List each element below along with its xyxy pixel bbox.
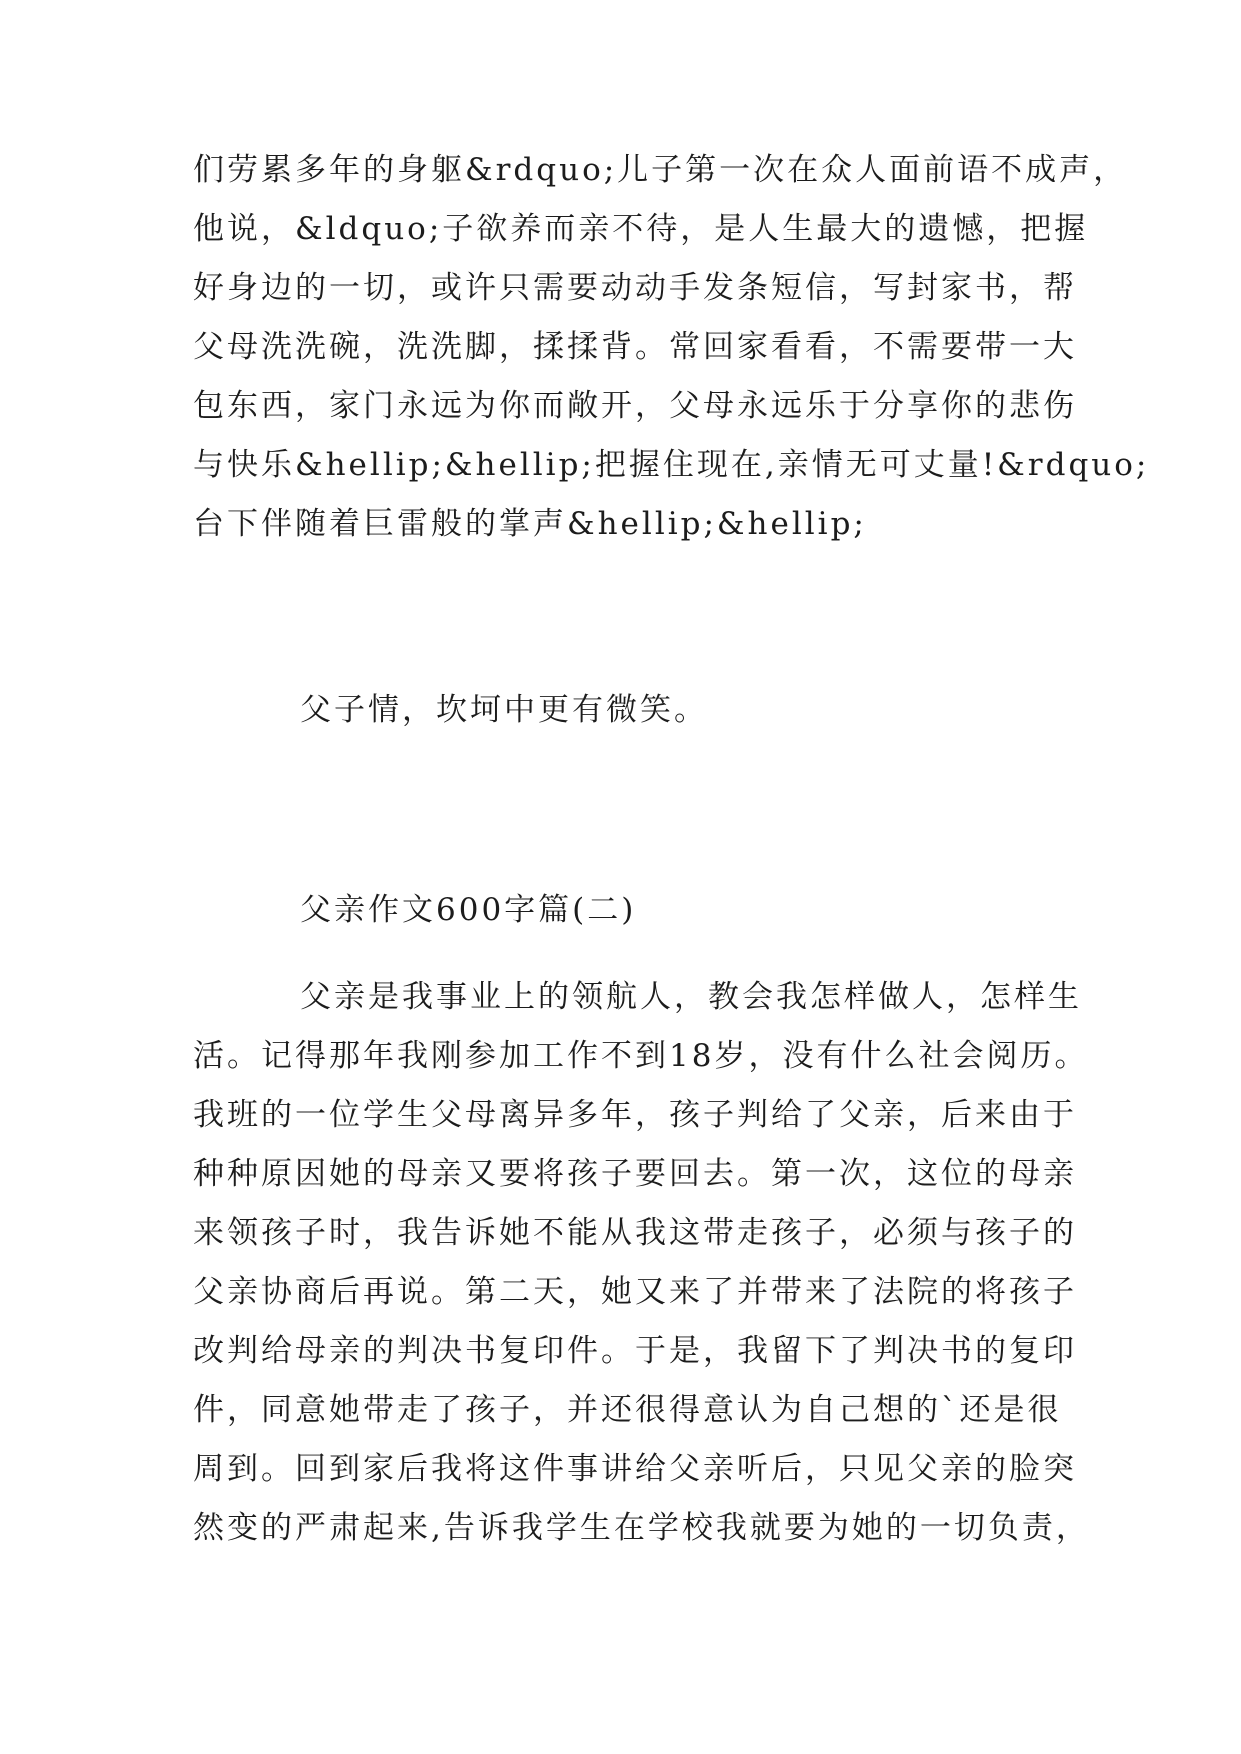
- paragraph-line: 然变的严肃起来,告诉我学生在学校我就要为她的一切负责，: [193, 1510, 1090, 1546]
- paragraph-line: 好身边的一切，或许只需要动动手发条短信，写封家书，帮: [193, 270, 1077, 306]
- paragraph-line: 父亲协商后再说。第二天，她又来了并带来了法院的将孩子: [193, 1274, 1077, 1310]
- closing-sentence: 父子情，坎坷中更有微笑。: [300, 692, 708, 728]
- paragraph-line: 来领孩子时，我告诉她不能从我这带走孩子，必须与孩子的: [193, 1215, 1077, 1251]
- paragraph-line: 父母洗洗碗，洗洗脚，揉揉背。常回家看看，不需要带一大: [193, 329, 1077, 365]
- paragraph-line: 改判给母亲的判决书复印件。于是，我留下了判决书的复印: [193, 1333, 1077, 1369]
- paragraph-line: 件，同意她带走了孩子，并还很得意认为自己想的`还是很: [193, 1392, 1062, 1428]
- paragraph-line: 包东西，家门永远为你而敞开，父母永远乐于分享你的悲伤: [193, 388, 1077, 424]
- paragraph-line: 父亲是我事业上的领航人，教会我怎样做人，怎样生: [300, 979, 1082, 1015]
- paragraph-line: 他说，&ldquo;子欲养而亲不待，是人生最大的遗憾，把握: [193, 211, 1089, 247]
- paragraph-line: 我班的一位学生父母离异多年，孩子判给了父亲，后来由于: [193, 1097, 1077, 1133]
- paragraph-line: 与快乐&hellip;&hellip;把握住现在,亲情无可丈量!&rdquo;: [193, 447, 1150, 483]
- section-heading: 父亲作文600字篇(二): [300, 892, 637, 928]
- paragraph-line: 活。记得那年我刚参加工作不到18岁，没有什么社会阅历。: [193, 1038, 1089, 1074]
- paragraph-line: 台下伴随着巨雷般的掌声&hellip;&hellip;: [193, 506, 867, 542]
- paragraph-line: 周到。回到家后我将这件事讲给父亲听后，只见父亲的脸突: [193, 1451, 1077, 1487]
- paragraph-line: 种种原因她的母亲又要将孩子要回去。第一次，这位的母亲: [193, 1156, 1077, 1192]
- paragraph-line: 们劳累多年的身躯&rdquo;儿子第一次在众人面前语不成声，: [193, 152, 1128, 188]
